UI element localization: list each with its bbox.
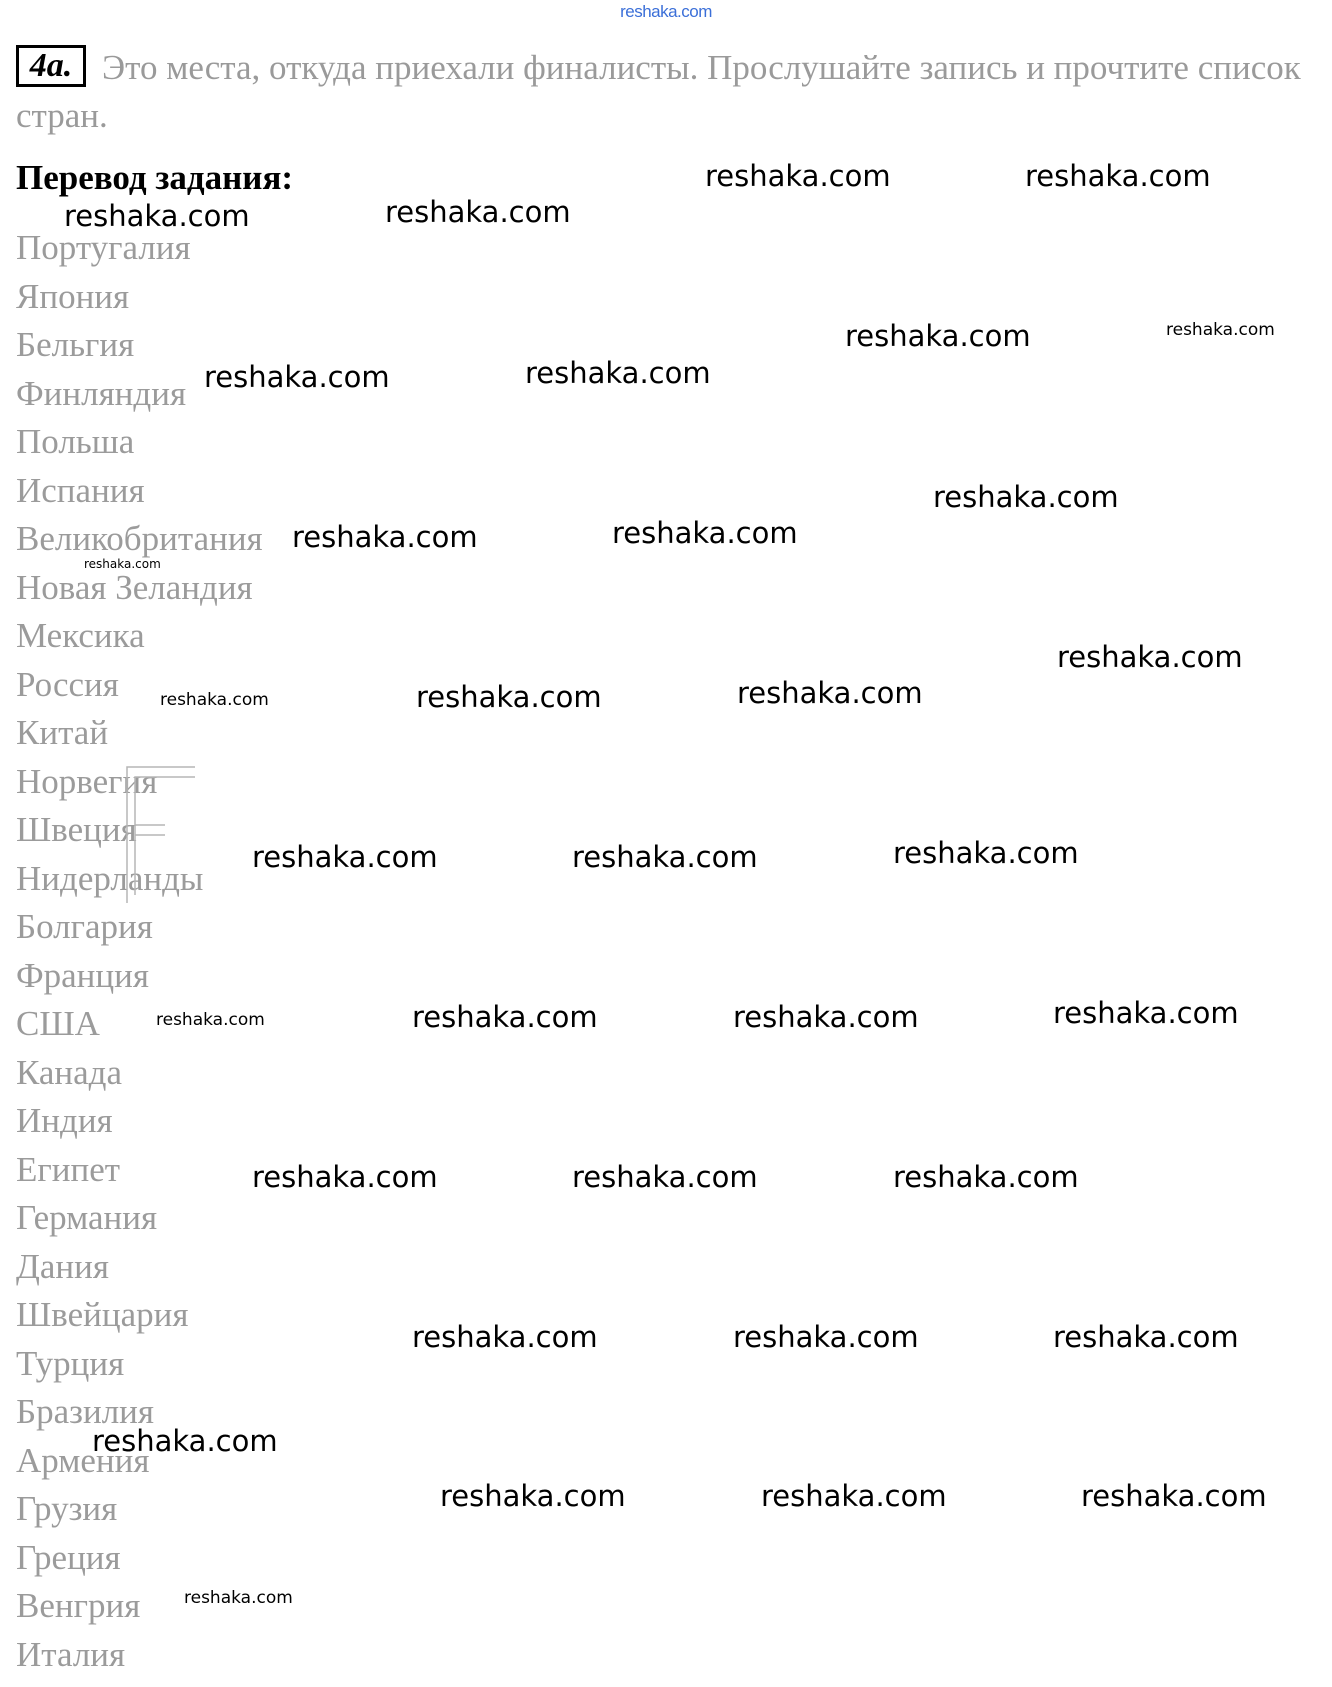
country-item: Греция: [16, 1537, 121, 1577]
country-item: Грузия: [16, 1489, 118, 1528]
site-watermark-top: reshaka.com: [620, 2, 712, 21]
country-item: Китай: [16, 713, 109, 752]
watermark: reshaka.com: [416, 680, 602, 714]
watermark: reshaka.com: [385, 195, 571, 229]
country-item: Португалия: [16, 228, 191, 267]
watermark: reshaka.com: [733, 1000, 919, 1034]
watermark: reshaka.com: [893, 836, 1079, 870]
watermark: reshaka.com: [440, 1479, 626, 1513]
watermark: reshaka.com: [572, 840, 758, 874]
watermark: reshaka.com: [84, 557, 161, 571]
watermark: reshaka.com: [612, 516, 798, 550]
watermark: reshaka.com: [64, 199, 250, 233]
watermark: reshaka.com: [845, 319, 1031, 353]
watermark: reshaka.com: [156, 1010, 265, 1030]
country-item: Италия: [16, 1634, 126, 1674]
watermark: reshaka.com: [160, 690, 269, 710]
watermark: reshaka.com: [1053, 996, 1239, 1030]
country-item: Финляндия: [16, 373, 187, 413]
country-item: Великобритания: [16, 519, 263, 558]
task-instruction: Это места, откуда приехали финалисты. Прослушайте запись и прочтите список стран.: [16, 48, 1301, 135]
country-item: Бразилия: [16, 1392, 154, 1431]
watermark: reshaka.com: [705, 159, 891, 193]
country-item: Германия: [16, 1198, 158, 1237]
watermark: reshaka.com: [572, 1160, 758, 1194]
watermark: reshaka.com: [204, 360, 390, 394]
country-item: Новая Зеландия: [16, 567, 253, 607]
country-item: Турция: [16, 1343, 125, 1383]
country-item: Нидерланды: [16, 858, 204, 898]
watermark: reshaka.com: [1166, 320, 1275, 340]
watermark: reshaka.com: [1053, 1320, 1239, 1354]
watermark: reshaka.com: [252, 840, 438, 874]
watermark: reshaka.com: [733, 1320, 919, 1354]
translation-heading: Перевод задания:: [16, 158, 294, 197]
watermark: reshaka.com: [1081, 1479, 1267, 1513]
country-list: [16, 224, 263, 1679]
country-item: США: [16, 1004, 100, 1043]
country-item: Египет: [16, 1149, 121, 1189]
country-item: Болгария: [16, 907, 153, 946]
country-item: Франция: [16, 955, 149, 995]
watermark: reshaka.com: [412, 1000, 598, 1034]
country-item: Индия: [16, 1101, 113, 1140]
country-item: Мексика: [16, 616, 145, 655]
country-item: Армения: [16, 1440, 150, 1480]
watermark: reshaka.com: [1057, 640, 1243, 674]
country-item: Норвегия: [16, 761, 158, 801]
country-item: Россия: [16, 664, 119, 704]
bracket-scribble: [125, 765, 200, 905]
watermark: reshaka.com: [893, 1160, 1079, 1194]
country-item: Швейцария: [16, 1295, 189, 1334]
watermark: reshaka.com: [292, 520, 478, 554]
watermark: reshaka.com: [525, 356, 711, 390]
watermark: reshaka.com: [737, 676, 923, 710]
watermark: reshaka.com: [761, 1479, 947, 1513]
country-item: Канада: [16, 1052, 123, 1092]
country-item: Дания: [16, 1246, 109, 1286]
watermark: reshaka.com: [92, 1424, 278, 1458]
country-item: Испания: [16, 470, 145, 510]
watermark: reshaka.com: [1025, 159, 1211, 193]
country-item: Швеция: [16, 810, 137, 849]
watermark: reshaka.com: [412, 1320, 598, 1354]
country-item: Япония: [16, 276, 130, 316]
country-item: Польша: [16, 422, 135, 461]
task-number-badge: 4a.: [16, 45, 86, 87]
watermark: reshaka.com: [933, 480, 1119, 514]
watermark: reshaka.com: [184, 1588, 293, 1608]
country-item: Бельгия: [16, 325, 135, 364]
country-item: Венгрия: [16, 1586, 141, 1625]
watermark: reshaka.com: [252, 1160, 438, 1194]
